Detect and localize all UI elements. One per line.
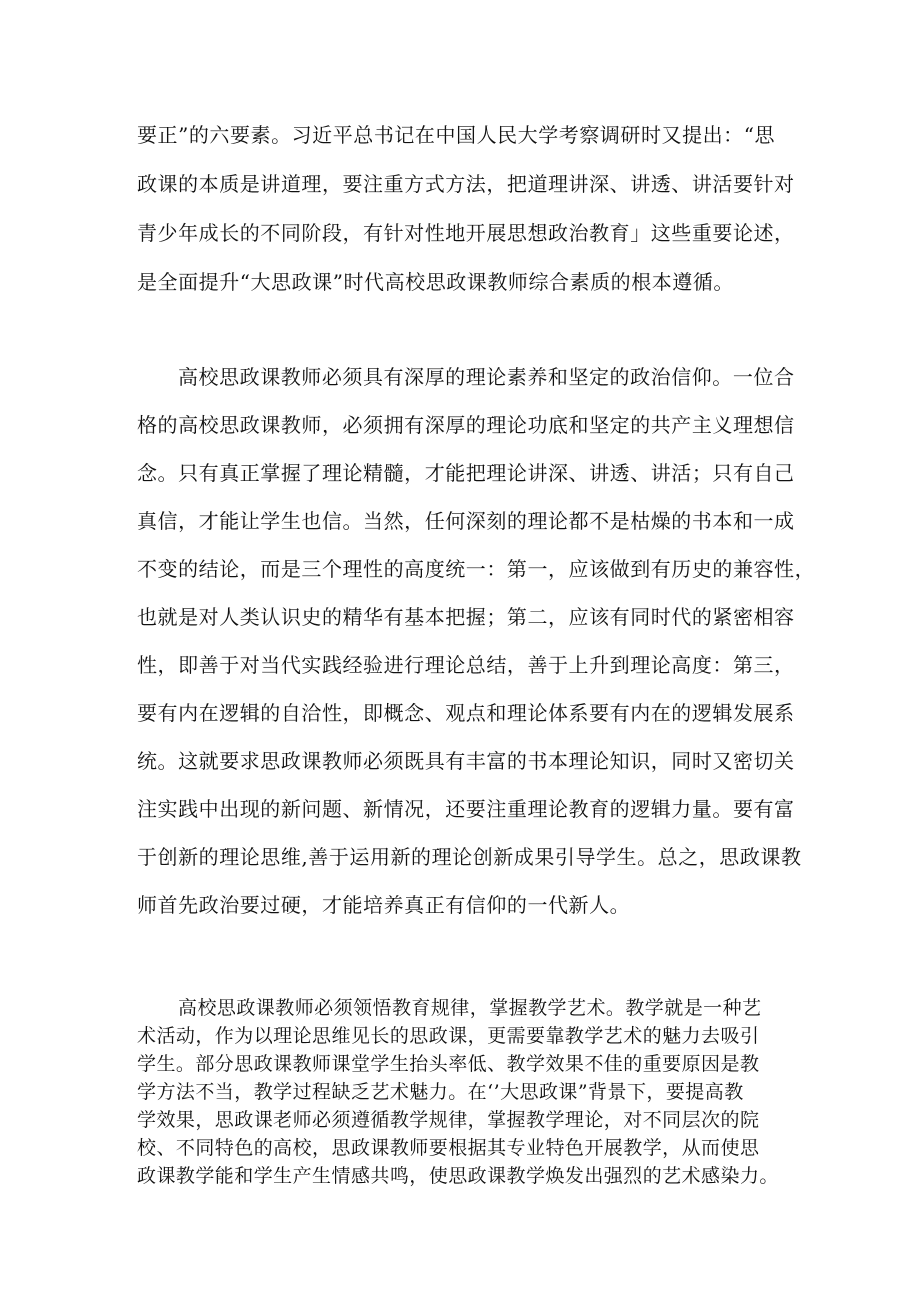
text-line: 高校思政课教师必须具有深厚的理论素养和坚定的政治信仰。一位合: [178, 365, 795, 389]
text-line: 不变的结论，而是三个理性的高度统一：第一，应该做到有历史的兼容性，: [137, 557, 816, 581]
text-line: 术活动，作为以理论思维见长的思政课，更需要靠教学艺术的魅力去吸引: [137, 1025, 760, 1047]
text-line: 要有内在逻辑的自洽性，即概念、观点和理论体系要有内在的逻辑发展系: [137, 701, 795, 725]
text-line: 是全面提升“大思政课”时代高校思政课教师综合素质的根本遵循。: [137, 270, 734, 294]
text-line: 念。只有真正掌握了理论精髓，才能把理论讲深、讲透、讲活；只有自己: [137, 461, 795, 485]
text-line: 学生。部分思政课教师课堂学生抬头率低、教学效果不佳的重要原因是教: [137, 1053, 760, 1075]
text-line: 性，即善于对当代实践经验进行理论总结，善于上升到理论高度：第三，: [137, 653, 795, 677]
text-line: 政课的本质是讲道理，要注重方式方法，把道理讲深、讲透、讲活要针对: [137, 172, 795, 196]
text-line: 学方法不当，教学过程缺乏艺术魅力。在‘’大思政课”背景下，要提高教: [137, 1081, 744, 1103]
text-line: 高校思政课教师必须领悟教育规律，掌握教学艺术。教学就是一种艺: [178, 997, 762, 1019]
text-line: 真信，才能让学生也信。当然，任何深刻的理论都不是枯燥的书本和一成: [137, 509, 795, 533]
text-line: 于创新的理论思维,善于运用新的理论创新成果引导学生。总之，思政课教: [137, 845, 802, 869]
text-line: 也就是对人类认识史的精华有基本把握；第二，应该有同时代的紧密相容: [137, 605, 795, 629]
text-line: 青少年成长的不同阶段，有针对性地开展思想政治教育」这些重要论述，: [137, 221, 795, 245]
text-line: 格的高校思政课教师，必须拥有深厚的理论功底和坚定的共产主义理想信: [137, 413, 795, 437]
text-line: 要正”的六要素。习近平总书记在中国人民大学考察调研时又提出：“思: [137, 123, 776, 147]
text-line: 政课教学能和学生产生情感共鸣，使思政课教学焕发出强烈的艺术感染力。: [137, 1165, 779, 1187]
text-line: 师首先政治要过硬，才能培养真正有信仰的一代新人。: [137, 893, 631, 917]
text-line: 注实践中出现的新问题、新情况，还要注重理论教育的逻辑力量。要有富: [137, 797, 795, 821]
text-line: 校、不同特色的高校，思政课教师要根据其专业特色开展教学，从而使思: [137, 1137, 760, 1159]
text-line: 统。这就要求思政课教师必须既具有丰富的书本理论知识，同时又密切关: [137, 749, 795, 773]
text-line: 学效果，思政课老师必须遵循教学规律，掌握教学理论，对不同层次的院: [137, 1109, 760, 1131]
